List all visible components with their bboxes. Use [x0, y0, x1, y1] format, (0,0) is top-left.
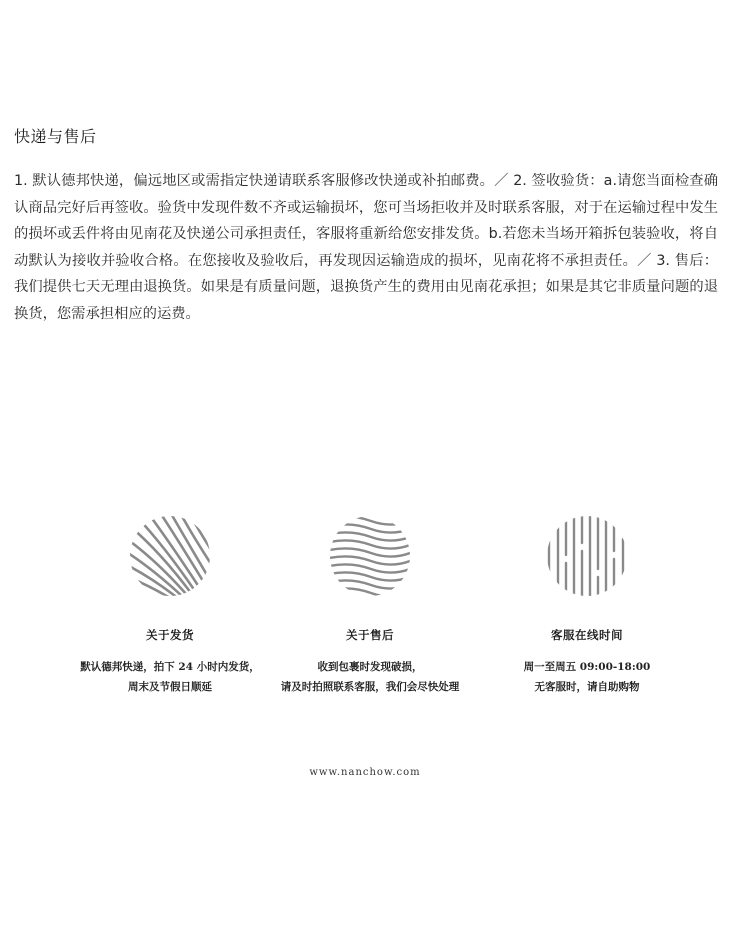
website-url: www.nanchow.com: [309, 767, 421, 778]
feature-line: 收到包裹时发现破损，: [317, 661, 423, 673]
vertical-lines-circle-icon: [546, 515, 628, 597]
feature-description: [467, 657, 707, 697]
feature-title: 客服在线时间: [551, 628, 623, 642]
feature-description: [250, 657, 490, 697]
wavy-lines-circle-icon: [329, 515, 411, 597]
service-features: [0, 515, 730, 715]
feature-line: 无客服时，请自助购物: [534, 681, 640, 693]
feature-title: 关于发货: [146, 628, 194, 642]
shipping-policy-text: 1. 默认德邦快递，偏远地区或需指定快递请联系客服修改快递或补拍邮费。／ 2. 签收验货：a.请您当面检查确认商品完好后再签收。验货中发现件数不齐或运输损坏，您可当场拒收并及时联系客服，对于在运输过程中发生的损坏或丢件将由见南花及快递公司承担责任，客服将重新给您安排发货。b.若您未当场开箱拆包装验收，将自动默认为接收并验收合格。在您接收及验收后，再发现因运输造成的损坏，见南花将不承担责任。／ 3. 售后：我们提供七天无理由退换货。如果是有质量问题，退换货产生的费用由见南花承担；如果是其它非质量问题的退换货，您需承担相应的运费。: [14, 173, 718, 322]
feature-line: 默认德邦快递，拍下 24 小时内发货，: [80, 661, 260, 673]
feature-line: 周一至周五 09:00-18:00: [523, 661, 651, 673]
feature-line: 请及时拍照联系客服，我们会尽快处理: [280, 681, 460, 693]
feature-service-hours: [467, 515, 707, 697]
section-title: 快递与售后: [14, 127, 97, 146]
feature-after-sales: [250, 515, 490, 697]
diagonal-lines-circle-icon: [129, 515, 211, 597]
feature-line: 周末及节假日顺延: [128, 681, 212, 693]
feature-title: 关于售后: [346, 628, 394, 642]
